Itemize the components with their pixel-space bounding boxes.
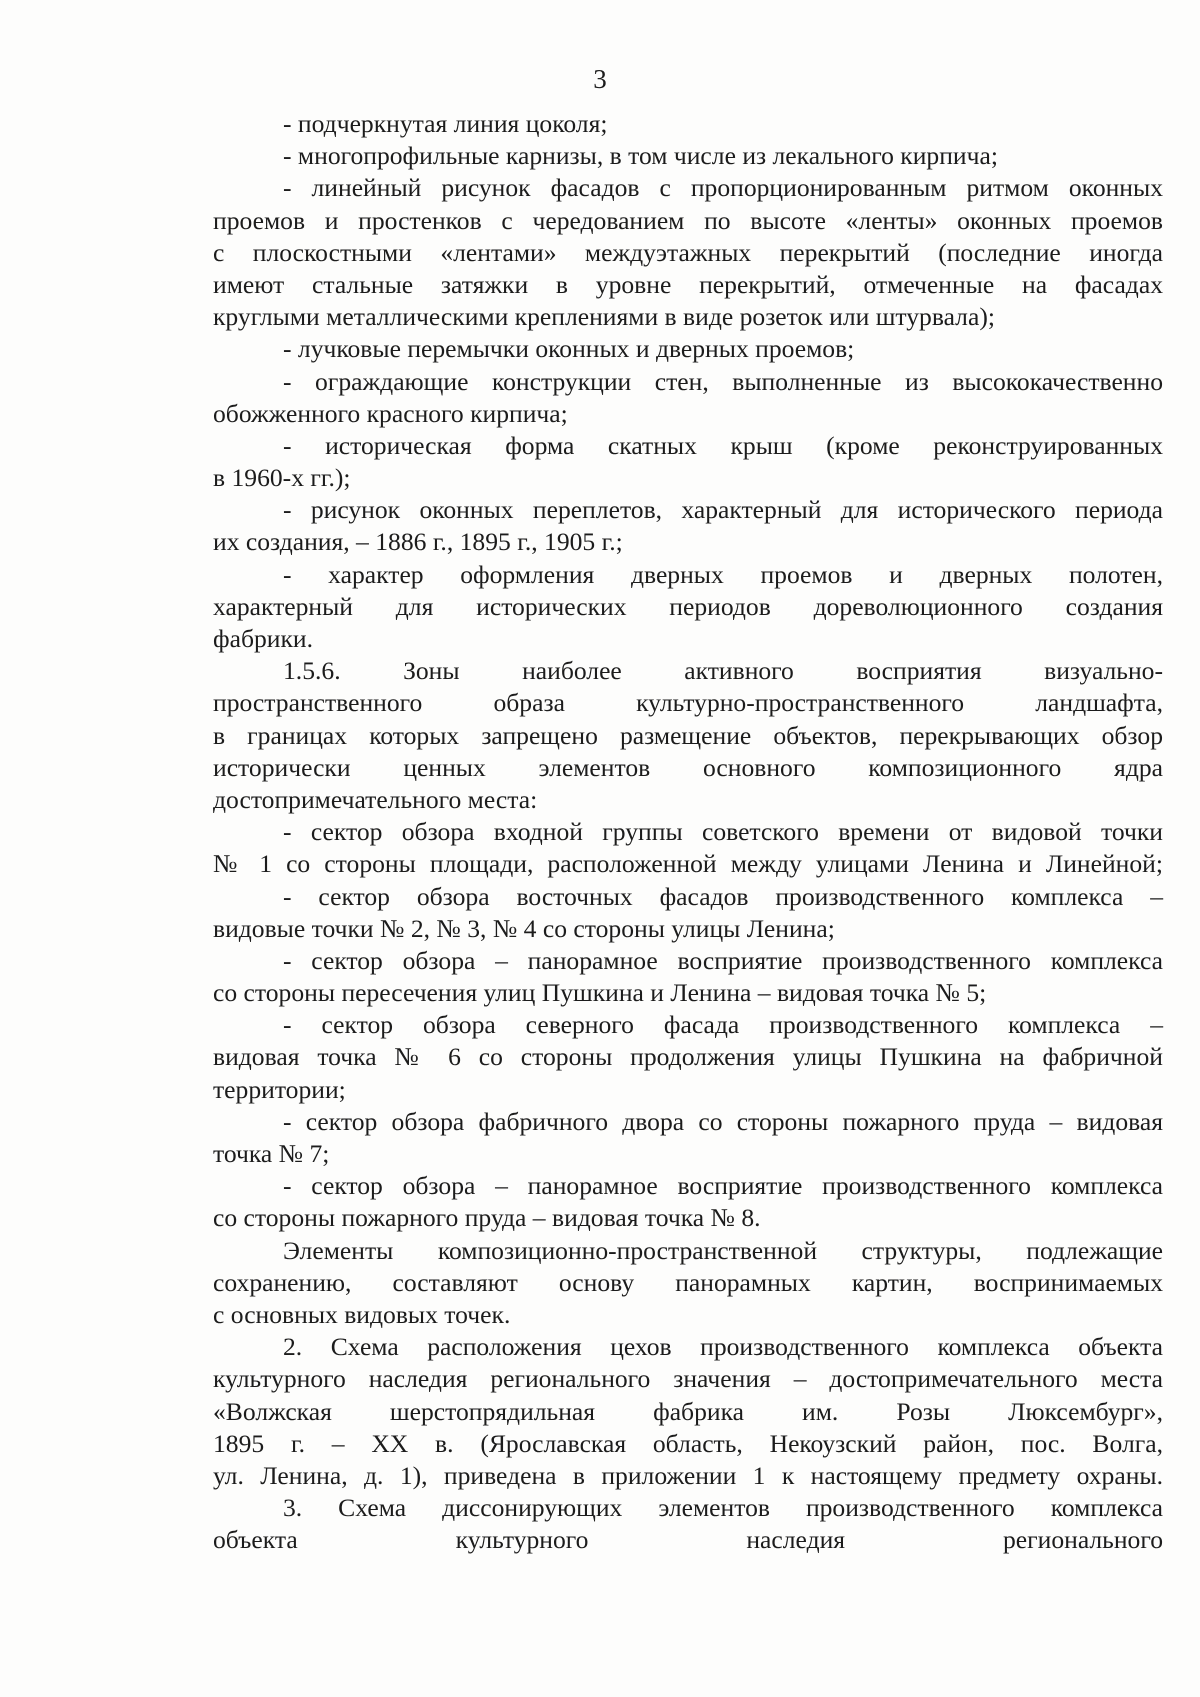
text-line: ул. Ленина, д. 1), приведена в приложении 1 к настоящему предмету охраны.: [213, 1460, 1163, 1490]
text-line: исторически ценных элементов основного композиционного ядра: [213, 752, 1163, 782]
text-line: 1.5.6. Зоны наиболее активного восприятия визуально-: [283, 656, 1163, 686]
text-line: обожженного красного кирпича;: [213, 398, 568, 428]
text-line: 2. Схема расположения цехов производственного комплекса объекта: [283, 1332, 1163, 1362]
text-line: круглыми металлическими креплениями в виде розеток или штурвала);: [213, 302, 995, 332]
text-line: № 1 со стороны площади, расположенной между улицами Ленина и Линейной;: [213, 849, 1163, 879]
text-line: их создания, – 1886 г., 1895 г., 1905 г.;: [213, 527, 623, 557]
text-line: точка № 7;: [213, 1139, 330, 1168]
text-line: - сектор обзора северного фасада производственного комплекса –: [283, 1010, 1163, 1040]
text-line: фабрики.: [213, 624, 313, 653]
text-line: - сектор обзора – панорамное восприятие производственного комплекса: [283, 1171, 1163, 1201]
text-line: - рисунок оконных переплетов, характерный для исторического периода: [283, 495, 1163, 525]
text-line: проемов и простенков с чередованием по высоте «ленты» оконных проемов: [213, 205, 1163, 235]
text-line: пространственного образа культурно-пространственного ландшафта,: [213, 688, 1163, 718]
text-line: - сектор обзора фабричного двора со стороны пожарного пруда – видовая: [283, 1106, 1163, 1136]
text-line: характерный для исторических периодов дореволюционного создания: [213, 591, 1163, 621]
text-line: - многопрофильные карнизы, в том числе из лекального кирпича;: [283, 141, 998, 171]
text-line: - подчеркнутая линия цоколя;: [283, 109, 608, 138]
text-line: «Волжская шерстопрядильная фабрика им. Розы Люксембург»,: [213, 1396, 1163, 1426]
text-line: с основных видовых точек.: [213, 1299, 511, 1329]
text-line: Элементы композиционно-пространственной структуры, подлежащие: [283, 1235, 1163, 1265]
text-line: достопримечательного места:: [213, 784, 538, 814]
text-line: - историческая форма скатных крыш (кроме реконструированных: [283, 430, 1163, 460]
text-line: - сектор обзора входной группы советского времени от видовой точки: [283, 817, 1163, 847]
text-line: видовая точка № 6 со стороны продолжения улицы Пушкина на фабричной: [213, 1042, 1163, 1072]
text-line: - ограждающие конструкции стен, выполненные из высококачественно: [283, 366, 1163, 396]
text-line: со стороны пожарного пруда – видовая точка № 8.: [213, 1203, 761, 1233]
text-line: территории;: [213, 1074, 346, 1104]
text-line: 1895 г. – XX в. (Ярославская область, Некоузский район, пос. Волга,: [213, 1428, 1163, 1458]
page-number: 3: [593, 64, 607, 94]
text-line: со стороны пересечения улиц Пушкина и Ленина – видовая точка № 5;: [213, 978, 987, 1008]
document-body: [213, 108, 1163, 1556]
text-line: видовые точки № 2, № 3, № 4 со стороны улицы Ленина;: [213, 913, 835, 943]
text-line: с плоскостными «лентами» междуэтажных перекрытий (последние иногда: [213, 237, 1163, 267]
text-line: 3. Схема диссонирующих элементов производственного комплекса: [283, 1493, 1163, 1523]
text-line: - линейный рисунок фасадов с пропорционированным ритмом оконных: [283, 173, 1163, 203]
text-line: - лучковые перемычки оконных и дверных проемов;: [283, 334, 855, 364]
text-line: в 1960-х гг.);: [213, 463, 351, 493]
text-line: в границах которых запрещено размещение объектов, перекрывающих обзор: [213, 720, 1163, 750]
text-line: объекта культурного наследия регионального: [213, 1525, 1163, 1555]
text-line: сохранению, составляют основу панорамных картин, воспринимаемых: [213, 1267, 1163, 1297]
text-line: - сектор обзора восточных фасадов производственного комплекса –: [283, 881, 1163, 911]
text-line: культурного наследия регионального значения – достопримечательного места: [213, 1364, 1163, 1394]
text-line: имеют стальные затяжки в уровне перекрытий, отмеченные на фасадах: [213, 269, 1163, 299]
text-line: - сектор обзора – панорамное восприятие производственного комплекса: [283, 945, 1163, 975]
text-line: - характер оформления дверных проемов и дверных полотен,: [283, 559, 1163, 589]
